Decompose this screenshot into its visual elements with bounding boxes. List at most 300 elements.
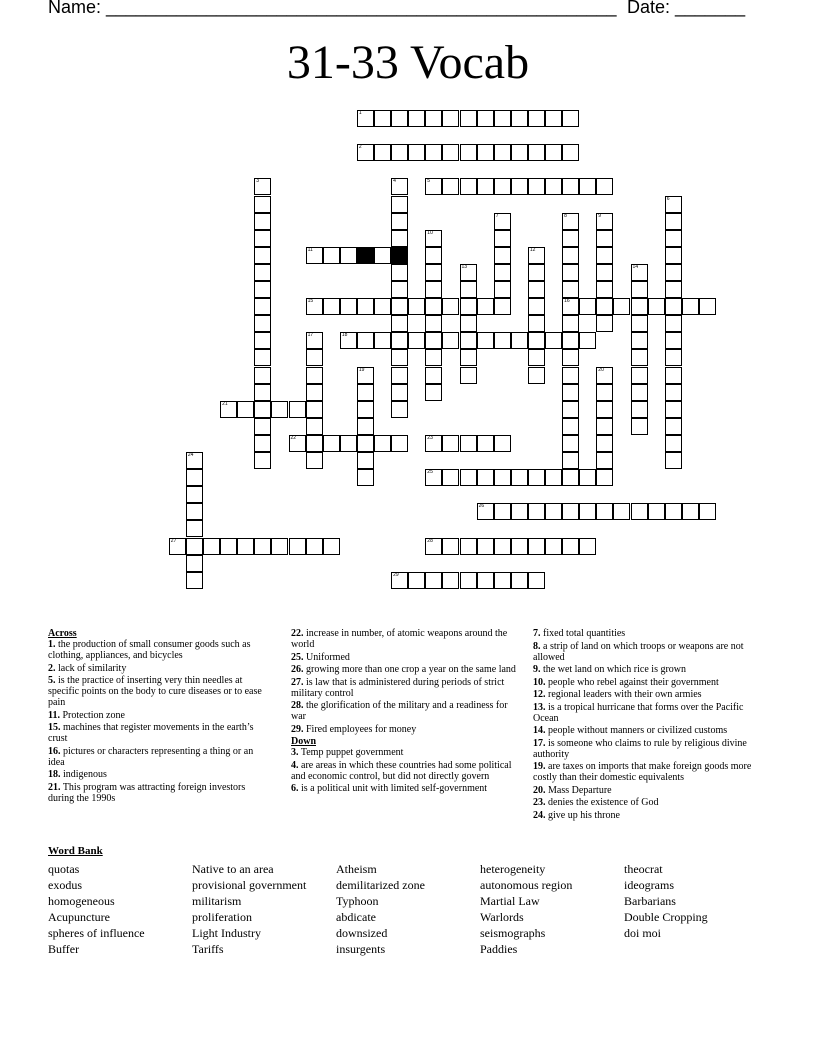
grid-cell[interactable]: [511, 110, 528, 127]
grid-cell[interactable]: [391, 144, 408, 161]
grid-cell[interactable]: [631, 418, 648, 435]
grid-cell[interactable]: [562, 178, 579, 195]
grid-cell[interactable]: [494, 281, 511, 298]
clue-number-label: 18.: [48, 769, 61, 780]
grid-cell[interactable]: [442, 572, 459, 589]
grid-cell[interactable]: [579, 538, 596, 555]
grid-cell[interactable]: [391, 435, 408, 452]
grid-cell[interactable]: [613, 503, 630, 520]
grid-cell[interactable]: [220, 538, 237, 555]
grid-cell[interactable]: [579, 469, 596, 486]
grid-cell[interactable]: [391, 110, 408, 127]
grid-cell[interactable]: [596, 435, 613, 452]
grid-cell[interactable]: [340, 435, 357, 452]
grid-cell[interactable]: [357, 332, 374, 349]
grid-cell[interactable]: [425, 110, 442, 127]
grid-cell[interactable]: [579, 503, 596, 520]
clue-number-label: 14.: [533, 725, 546, 736]
grid-cell[interactable]: [528, 572, 545, 589]
grid-cell[interactable]: [528, 281, 545, 298]
grid-cell[interactable]: [528, 538, 545, 555]
grid-cell[interactable]: [494, 110, 511, 127]
grid-cell[interactable]: [596, 315, 613, 332]
grid-cell[interactable]: [494, 264, 511, 281]
grid-cell[interactable]: [545, 503, 562, 520]
grid-cell[interactable]: [425, 315, 442, 332]
grid-cell[interactable]: [631, 332, 648, 349]
clue-text: give up his throne: [545, 809, 620, 821]
clue-number: 12: [529, 246, 536, 253]
grid-cell[interactable]: [254, 538, 271, 555]
clue-text: denies the existence of God: [545, 797, 659, 808]
grid-cell[interactable]: [562, 247, 579, 264]
word-bank-word: theocrat: [624, 862, 663, 876]
grid-cell[interactable]: [631, 298, 648, 315]
grid-cell[interactable]: [665, 264, 682, 281]
grid-cell[interactable]: [442, 435, 459, 452]
grid-cell[interactable]: [511, 503, 528, 520]
grid-cell[interactable]: [306, 452, 323, 469]
grid-cell[interactable]: [254, 349, 271, 366]
clue-number-label: 4.: [291, 759, 299, 771]
grid-cell[interactable]: [408, 144, 425, 161]
grid-cell[interactable]: [186, 520, 203, 537]
grid-cell[interactable]: [391, 264, 408, 281]
grid-cell[interactable]: [596, 418, 613, 435]
grid-cell[interactable]: [596, 247, 613, 264]
grid-cell[interactable]: [494, 178, 511, 195]
grid-cell[interactable]: [391, 281, 408, 298]
grid-cell[interactable]: [374, 110, 391, 127]
grid-cell[interactable]: [391, 332, 408, 349]
grid-cell[interactable]: [460, 110, 477, 127]
grid-cell[interactable]: [289, 401, 306, 418]
clues-column-2: [291, 628, 517, 796]
grid-cell[interactable]: [357, 298, 374, 315]
grid-cell[interactable]: [271, 401, 288, 418]
grid-cell[interactable]: [648, 298, 665, 315]
grid-cell[interactable]: [665, 503, 682, 520]
grid-cell[interactable]: [425, 384, 442, 401]
grid-cell[interactable]: [306, 367, 323, 384]
grid-cell[interactable]: [631, 367, 648, 384]
grid-cell[interactable]: [460, 178, 477, 195]
grid-cell[interactable]: [442, 298, 459, 315]
grid-cell[interactable]: [391, 230, 408, 247]
date-line[interactable]: Date: _______: [627, 0, 746, 17]
grid-cell[interactable]: [665, 315, 682, 332]
grid-cell[interactable]: [408, 110, 425, 127]
grid-cell[interactable]: [528, 298, 545, 315]
grid-cell[interactable]: [511, 144, 528, 161]
grid-cell[interactable]: [425, 264, 442, 281]
clue-text: is a political unit with limited self-government: [298, 783, 488, 794]
clue-number: 25: [427, 469, 433, 476]
grid-cell[interactable]: [631, 384, 648, 401]
grid-cell[interactable]: [494, 144, 511, 161]
grid-cell[interactable]: [374, 144, 391, 161]
grid-cell[interactable]: [562, 538, 579, 555]
grid-cell[interactable]: [425, 144, 442, 161]
grid-cell[interactable]: [494, 469, 511, 486]
word-bank-word: insurgents: [336, 942, 386, 956]
grid-cell[interactable]: [254, 435, 271, 452]
grid-cell[interactable]: [477, 144, 494, 161]
grid-cell[interactable]: [545, 538, 562, 555]
grid-cell[interactable]: [528, 110, 545, 127]
grid-cell[interactable]: [477, 435, 494, 452]
grid-cell[interactable]: [186, 555, 203, 572]
grid-cell[interactable]: [254, 452, 271, 469]
word-bank-word: militarism: [192, 894, 242, 908]
grid-cell[interactable]: [323, 435, 340, 452]
grid-cell[interactable]: [357, 435, 374, 452]
grid-cell[interactable]: [494, 538, 511, 555]
grid-cell[interactable]: [596, 401, 613, 418]
grid-cell[interactable]: [289, 538, 306, 555]
grid-cell[interactable]: [477, 298, 494, 315]
clue-text: lack of similarity: [55, 662, 127, 674]
grid-cell[interactable]: [494, 247, 511, 264]
grid-cell[interactable]: [528, 264, 545, 281]
grid-cell[interactable]: [562, 469, 579, 486]
grid-cell[interactable]: [391, 384, 408, 401]
clue-number: 11: [307, 246, 313, 253]
grid-cell[interactable]: [511, 469, 528, 486]
clue-number-label: 21.: [48, 781, 61, 793]
grid-cell[interactable]: [425, 281, 442, 298]
clue-number: 5: [427, 178, 431, 185]
clue-text: increase in number, of atomic weapons around the world: [291, 628, 508, 650]
clue-number: 10: [427, 229, 433, 236]
clue-item: [291, 724, 517, 735]
grid-cell[interactable]: [562, 281, 579, 298]
grid-cell[interactable]: [682, 298, 699, 315]
grid-cell[interactable]: [648, 503, 665, 520]
grid-cell[interactable]: [237, 401, 254, 418]
grid-cell[interactable]: [545, 332, 562, 349]
grid-cell[interactable]: [562, 230, 579, 247]
grid-cell[interactable]: [442, 110, 459, 127]
grid-cell[interactable]: [408, 298, 425, 315]
grid-cell[interactable]: [254, 384, 271, 401]
grid-cell[interactable]: [340, 247, 357, 264]
grid-cell[interactable]: [562, 349, 579, 366]
grid-cell[interactable]: [306, 349, 323, 366]
grid-cell[interactable]: [682, 503, 699, 520]
grid-cell[interactable]: [562, 367, 579, 384]
grid-cell[interactable]: [374, 332, 391, 349]
grid-cell[interactable]: [545, 469, 562, 486]
grid-cell[interactable]: [374, 247, 391, 264]
grid-cell[interactable]: [631, 401, 648, 418]
grid-cell[interactable]: [665, 435, 682, 452]
grid-cell[interactable]: [254, 418, 271, 435]
grid-cell[interactable]: [631, 281, 648, 298]
grid-cell[interactable]: [477, 538, 494, 555]
grid-cell[interactable]: [596, 469, 613, 486]
clue-item: [48, 746, 266, 768]
grid-cell[interactable]: [391, 196, 408, 213]
grid-cell[interactable]: [665, 384, 682, 401]
grid-cell[interactable]: [596, 178, 613, 195]
grid-cell[interactable]: [254, 196, 271, 213]
grid-cell[interactable]: [494, 332, 511, 349]
grid-cell[interactable]: [186, 486, 203, 503]
grid-cell[interactable]: [665, 298, 682, 315]
grid-cell[interactable]: [254, 281, 271, 298]
grid-cell[interactable]: [562, 384, 579, 401]
grid-cell[interactable]: [562, 315, 579, 332]
grid-cell[interactable]: [306, 401, 323, 418]
grid-cell[interactable]: [477, 178, 494, 195]
clue-number: 8: [564, 212, 567, 219]
grid-cell[interactable]: [511, 178, 528, 195]
grid-cell[interactable]: [357, 401, 374, 418]
grid-cell[interactable]: [374, 435, 391, 452]
grid-cell[interactable]: [665, 281, 682, 298]
clue-item: [533, 689, 755, 700]
clue-number: 4: [393, 178, 396, 185]
clue-text: fixed total quantities: [540, 628, 626, 639]
grid-cell[interactable]: [186, 572, 203, 589]
grid-cell[interactable]: [460, 469, 477, 486]
grid-cell[interactable]: [460, 435, 477, 452]
grid-cell[interactable]: [528, 332, 545, 349]
grid-cell[interactable]: [579, 332, 596, 349]
grid-cell[interactable]: [306, 384, 323, 401]
grid-cell[interactable]: [425, 367, 442, 384]
grid-cell[interactable]: [545, 144, 562, 161]
grid-cell[interactable]: [306, 435, 323, 452]
clue-text: the wet land on which rice is grown: [540, 664, 687, 675]
grid-cell[interactable]: [562, 332, 579, 349]
grid-cell[interactable]: [254, 401, 271, 418]
grid-cell[interactable]: [528, 315, 545, 332]
grid-cell[interactable]: [596, 264, 613, 281]
grid-cell[interactable]: [442, 144, 459, 161]
grid-cell[interactable]: [477, 469, 494, 486]
clues-column-1: [48, 628, 266, 805]
name-line[interactable]: Name: ___________________________________________________: [48, 0, 617, 17]
grid-cell[interactable]: [528, 367, 545, 384]
grid-cell[interactable]: [460, 281, 477, 298]
word-bank-word: Warlords: [480, 910, 524, 924]
grid-cell[interactable]: [562, 401, 579, 418]
clue-number-label: 24.: [533, 809, 546, 821]
grid-cell[interactable]: [391, 401, 408, 418]
grid-cell[interactable]: [562, 110, 579, 127]
grid-cell[interactable]: [528, 349, 545, 366]
grid-cell[interactable]: [391, 315, 408, 332]
grid-cell[interactable]: [562, 452, 579, 469]
grid-cell[interactable]: [494, 298, 511, 315]
grid-cell[interactable]: [562, 144, 579, 161]
grid-cell[interactable]: [357, 469, 374, 486]
grid-cell[interactable]: [494, 230, 511, 247]
clue-item: [291, 747, 517, 758]
grid-cell[interactable]: [340, 298, 357, 315]
grid-cell[interactable]: [596, 503, 613, 520]
grid-cell[interactable]: [528, 469, 545, 486]
clue-item: [48, 722, 266, 744]
clue-item: [291, 628, 517, 650]
grid-cell[interactable]: [408, 332, 425, 349]
grid-cell[interactable]: [271, 538, 288, 555]
grid-cell[interactable]: [254, 264, 271, 281]
grid-cell[interactable]: [562, 435, 579, 452]
clue-number-label: 13.: [533, 701, 546, 713]
clue-text: are taxes on imports that make foreign goods more costly than their domestic equivalents: [533, 761, 752, 783]
grid-cell[interactable]: [596, 452, 613, 469]
grid-cell[interactable]: [665, 247, 682, 264]
grid-cell[interactable]: [460, 332, 477, 349]
word-bank-word: Atheism: [336, 862, 377, 876]
clue-number: 1: [358, 110, 362, 116]
grid-cell[interactable]: [374, 298, 391, 315]
grid-cell[interactable]: [408, 572, 425, 589]
clue-number-label: 22.: [291, 628, 304, 639]
grid-cell[interactable]: [442, 469, 459, 486]
grid-cell[interactable]: [631, 503, 648, 520]
blocked-cell: [357, 247, 374, 264]
grid-cell[interactable]: [494, 572, 511, 589]
grid-cell[interactable]: [511, 538, 528, 555]
grid-cell[interactable]: [391, 213, 408, 230]
grid-cell[interactable]: [425, 572, 442, 589]
grid-cell[interactable]: [596, 298, 613, 315]
grid-cell[interactable]: [528, 178, 545, 195]
grid-cell[interactable]: [631, 315, 648, 332]
grid-cell[interactable]: [391, 367, 408, 384]
grid-cell[interactable]: [665, 349, 682, 366]
grid-cell[interactable]: [306, 538, 323, 555]
grid-cell[interactable]: [237, 538, 254, 555]
grid-cell[interactable]: [460, 144, 477, 161]
grid-cell[interactable]: [425, 349, 442, 366]
grid-cell[interactable]: [357, 452, 374, 469]
grid-cell[interactable]: [460, 315, 477, 332]
grid-cell[interactable]: [562, 418, 579, 435]
grid-cell[interactable]: [460, 349, 477, 366]
clue-number: 16: [564, 298, 570, 305]
grid-cell[interactable]: [528, 144, 545, 161]
grid-cell[interactable]: [425, 298, 442, 315]
grid-cell[interactable]: [254, 332, 271, 349]
grid-cell[interactable]: [442, 178, 459, 195]
grid-cell[interactable]: [494, 435, 511, 452]
word-bank-title: Word Bank: [48, 845, 103, 857]
word-bank-word: quotas: [48, 862, 80, 876]
grid-cell[interactable]: [460, 538, 477, 555]
clue-item: [533, 810, 755, 821]
clue-number-label: 17.: [533, 737, 546, 749]
grid-cell[interactable]: [699, 503, 716, 520]
grid-cell[interactable]: [203, 538, 220, 555]
grid-cell[interactable]: [477, 572, 494, 589]
grid-cell[interactable]: [357, 418, 374, 435]
grid-cell[interactable]: [254, 315, 271, 332]
grid-cell[interactable]: [562, 264, 579, 281]
grid-cell[interactable]: [665, 213, 682, 230]
grid-cell[interactable]: [665, 401, 682, 418]
grid-cell[interactable]: [665, 332, 682, 349]
grid-cell[interactable]: [391, 349, 408, 366]
grid-cell[interactable]: [323, 538, 340, 555]
grid-cell[interactable]: [477, 110, 494, 127]
grid-cell[interactable]: [665, 230, 682, 247]
grid-cell[interactable]: [477, 332, 494, 349]
grid-cell[interactable]: [562, 503, 579, 520]
grid-cell[interactable]: [442, 332, 459, 349]
word-bank-word: provisional government: [192, 878, 307, 892]
grid-cell[interactable]: [254, 230, 271, 247]
clue-number-label: 1.: [48, 639, 56, 650]
grid-cell[interactable]: [494, 503, 511, 520]
grid-cell[interactable]: [460, 572, 477, 589]
grid-cell[interactable]: [425, 332, 442, 349]
grid-cell[interactable]: [306, 418, 323, 435]
grid-cell[interactable]: [699, 298, 716, 315]
grid-cell[interactable]: [665, 367, 682, 384]
grid-cell[interactable]: [254, 247, 271, 264]
clue-number: 13: [461, 263, 468, 270]
grid-cell[interactable]: [596, 384, 613, 401]
grid-cell[interactable]: [323, 298, 340, 315]
grid-cell[interactable]: [186, 503, 203, 520]
grid-cell[interactable]: [545, 178, 562, 195]
clue-item: [533, 797, 755, 808]
grid-cell[interactable]: [579, 178, 596, 195]
grid-cell[interactable]: [579, 298, 596, 315]
clue-item: [533, 702, 755, 724]
clue-number: 27: [170, 537, 177, 544]
grid-cell[interactable]: [511, 332, 528, 349]
grid-cell[interactable]: [460, 367, 477, 384]
grid-cell[interactable]: [357, 384, 374, 401]
grid-cell[interactable]: [665, 452, 682, 469]
word-bank-word: Buffer: [48, 942, 80, 956]
clue-number-label: 10.: [533, 676, 546, 688]
grid-cell[interactable]: [665, 418, 682, 435]
grid-cell[interactable]: [186, 538, 203, 555]
grid-cell[interactable]: [596, 230, 613, 247]
clue-item: [48, 675, 266, 708]
grid-cell[interactable]: [460, 298, 477, 315]
grid-cell[interactable]: [511, 572, 528, 589]
grid-cell[interactable]: [613, 298, 630, 315]
clue-text: Temp puppet government: [298, 747, 404, 758]
grid-cell[interactable]: [545, 110, 562, 127]
grid-cell[interactable]: [254, 213, 271, 230]
clue-text: Protection zone: [59, 709, 125, 721]
grid-cell[interactable]: [391, 298, 408, 315]
grid-cell[interactable]: [254, 367, 271, 384]
clue-text: is a tropical hurricane that forms over the Pacific Ocean: [533, 701, 744, 724]
grid-cell[interactable]: [442, 538, 459, 555]
grid-cell[interactable]: [425, 247, 442, 264]
grid-cell[interactable]: [323, 247, 340, 264]
clue-item: [48, 782, 266, 804]
clue-item: [48, 639, 266, 661]
clue-number-label: 29.: [291, 723, 304, 735]
grid-cell[interactable]: [528, 503, 545, 520]
grid-cell[interactable]: [596, 281, 613, 298]
grid-cell[interactable]: [631, 349, 648, 366]
grid-cell[interactable]: [254, 298, 271, 315]
down-clue-list: [291, 747, 517, 794]
grid-cell[interactable]: [186, 469, 203, 486]
